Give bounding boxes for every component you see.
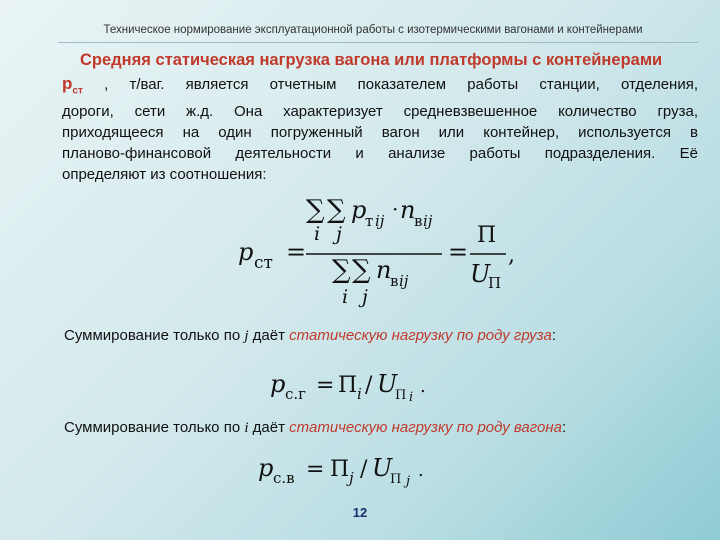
num-idx-i: i <box>314 223 321 245</box>
u-sub: П <box>488 274 502 292</box>
svg-text:с.в: с.в <box>273 469 295 487</box>
svg-text:/: / <box>365 373 373 398</box>
svg-text:с.г: с.г <box>285 385 307 403</box>
intro-line-2: дороги, сети ж.д. Она характеризует средневзвешенное количество груза, <box>62 103 698 121</box>
num-n: n <box>400 196 416 224</box>
svg-text:П: П <box>338 373 358 398</box>
den-n-idx: ij <box>399 272 409 290</box>
intro-line-1: $р_{ст}$ , т/ваг. является отчетным показателем работы станции, отделения, <box>62 74 698 97</box>
wagon-load-formula <box>256 450 456 490</box>
sum-num-j: ∑ <box>327 195 346 225</box>
main-formula <box>234 188 534 318</box>
num-n-idx: ij <box>423 212 433 230</box>
eq-1: = <box>286 238 307 266</box>
note-sum-by-i: Суммирование только по i даёт статическую нагрузку по роду вагона: <box>64 419 567 436</box>
num-idx-j: j <box>336 223 342 245</box>
wagon-load-term: статическую нагрузку по роду вагона <box>289 419 562 436</box>
u: U <box>470 260 491 288</box>
pi: П <box>477 223 497 248</box>
num-n-sub: в <box>414 212 423 230</box>
lhs-p: p <box>238 238 254 266</box>
slide-title: Средняя статическая нагрузка вагона или платформы с контейнерами <box>80 51 663 69</box>
den-n-sub: в <box>390 272 399 290</box>
cargo-load-term: статическую нагрузку по роду груза <box>289 327 552 344</box>
cargo-load-formula <box>268 366 458 406</box>
svg-text:=: = <box>316 373 335 398</box>
svg-text:.: . <box>418 460 424 481</box>
svg-text:i: i <box>409 390 414 405</box>
num-p: p <box>351 196 367 224</box>
svg-text:U: U <box>377 370 398 398</box>
sum-den-j: ∑ <box>352 255 371 285</box>
note-sum-by-j: Суммирование только по j даёт статическую нагрузку по роду груза: <box>64 327 556 344</box>
lhs-sub: ст <box>254 253 273 273</box>
svg-text:U: U <box>372 454 393 482</box>
header-divider <box>58 42 698 43</box>
mult: · <box>392 197 399 221</box>
num-p-idx: ij <box>375 212 385 230</box>
svg-text:j: j <box>406 474 411 489</box>
svg-text:/: / <box>360 457 368 482</box>
svg-text:=: = <box>306 457 325 482</box>
svg-text:.: . <box>420 376 426 397</box>
slide-header: Техническое нормирование эксплуатационной работы с изотермическими вагонами и контейнерами <box>103 24 643 36</box>
svg-text:p: p <box>258 454 274 482</box>
p-st-symbol: $р_{ст}$ <box>62 74 83 97</box>
sum-num-i: ∑ <box>306 195 325 225</box>
den-n: n <box>376 256 392 284</box>
svg-text:i: i <box>357 385 362 403</box>
sum-den-i: ∑ <box>332 255 351 285</box>
intro-line-5: определяют из соотношения: <box>62 166 267 184</box>
num-p-sub: т <box>365 212 374 230</box>
intro-paragraph <box>62 73 698 185</box>
den-idx-j: j <box>362 286 368 308</box>
comma: , <box>508 243 515 268</box>
den-idx-i: i <box>342 286 349 308</box>
intro-line-3: приходящееся на один погруженный вагон или контейнер, используется в <box>62 124 698 142</box>
page-number: 12 <box>352 505 368 520</box>
svg-text:П: П <box>390 472 402 487</box>
intro-line-4: планово-финансовой деятельности и анализе работы подразделения. Её <box>62 145 698 163</box>
svg-text:П: П <box>395 388 407 403</box>
svg-text:p: p <box>270 370 286 398</box>
svg-text:j: j <box>349 469 354 487</box>
eq-2: = <box>448 238 469 266</box>
svg-text:П: П <box>330 457 350 482</box>
